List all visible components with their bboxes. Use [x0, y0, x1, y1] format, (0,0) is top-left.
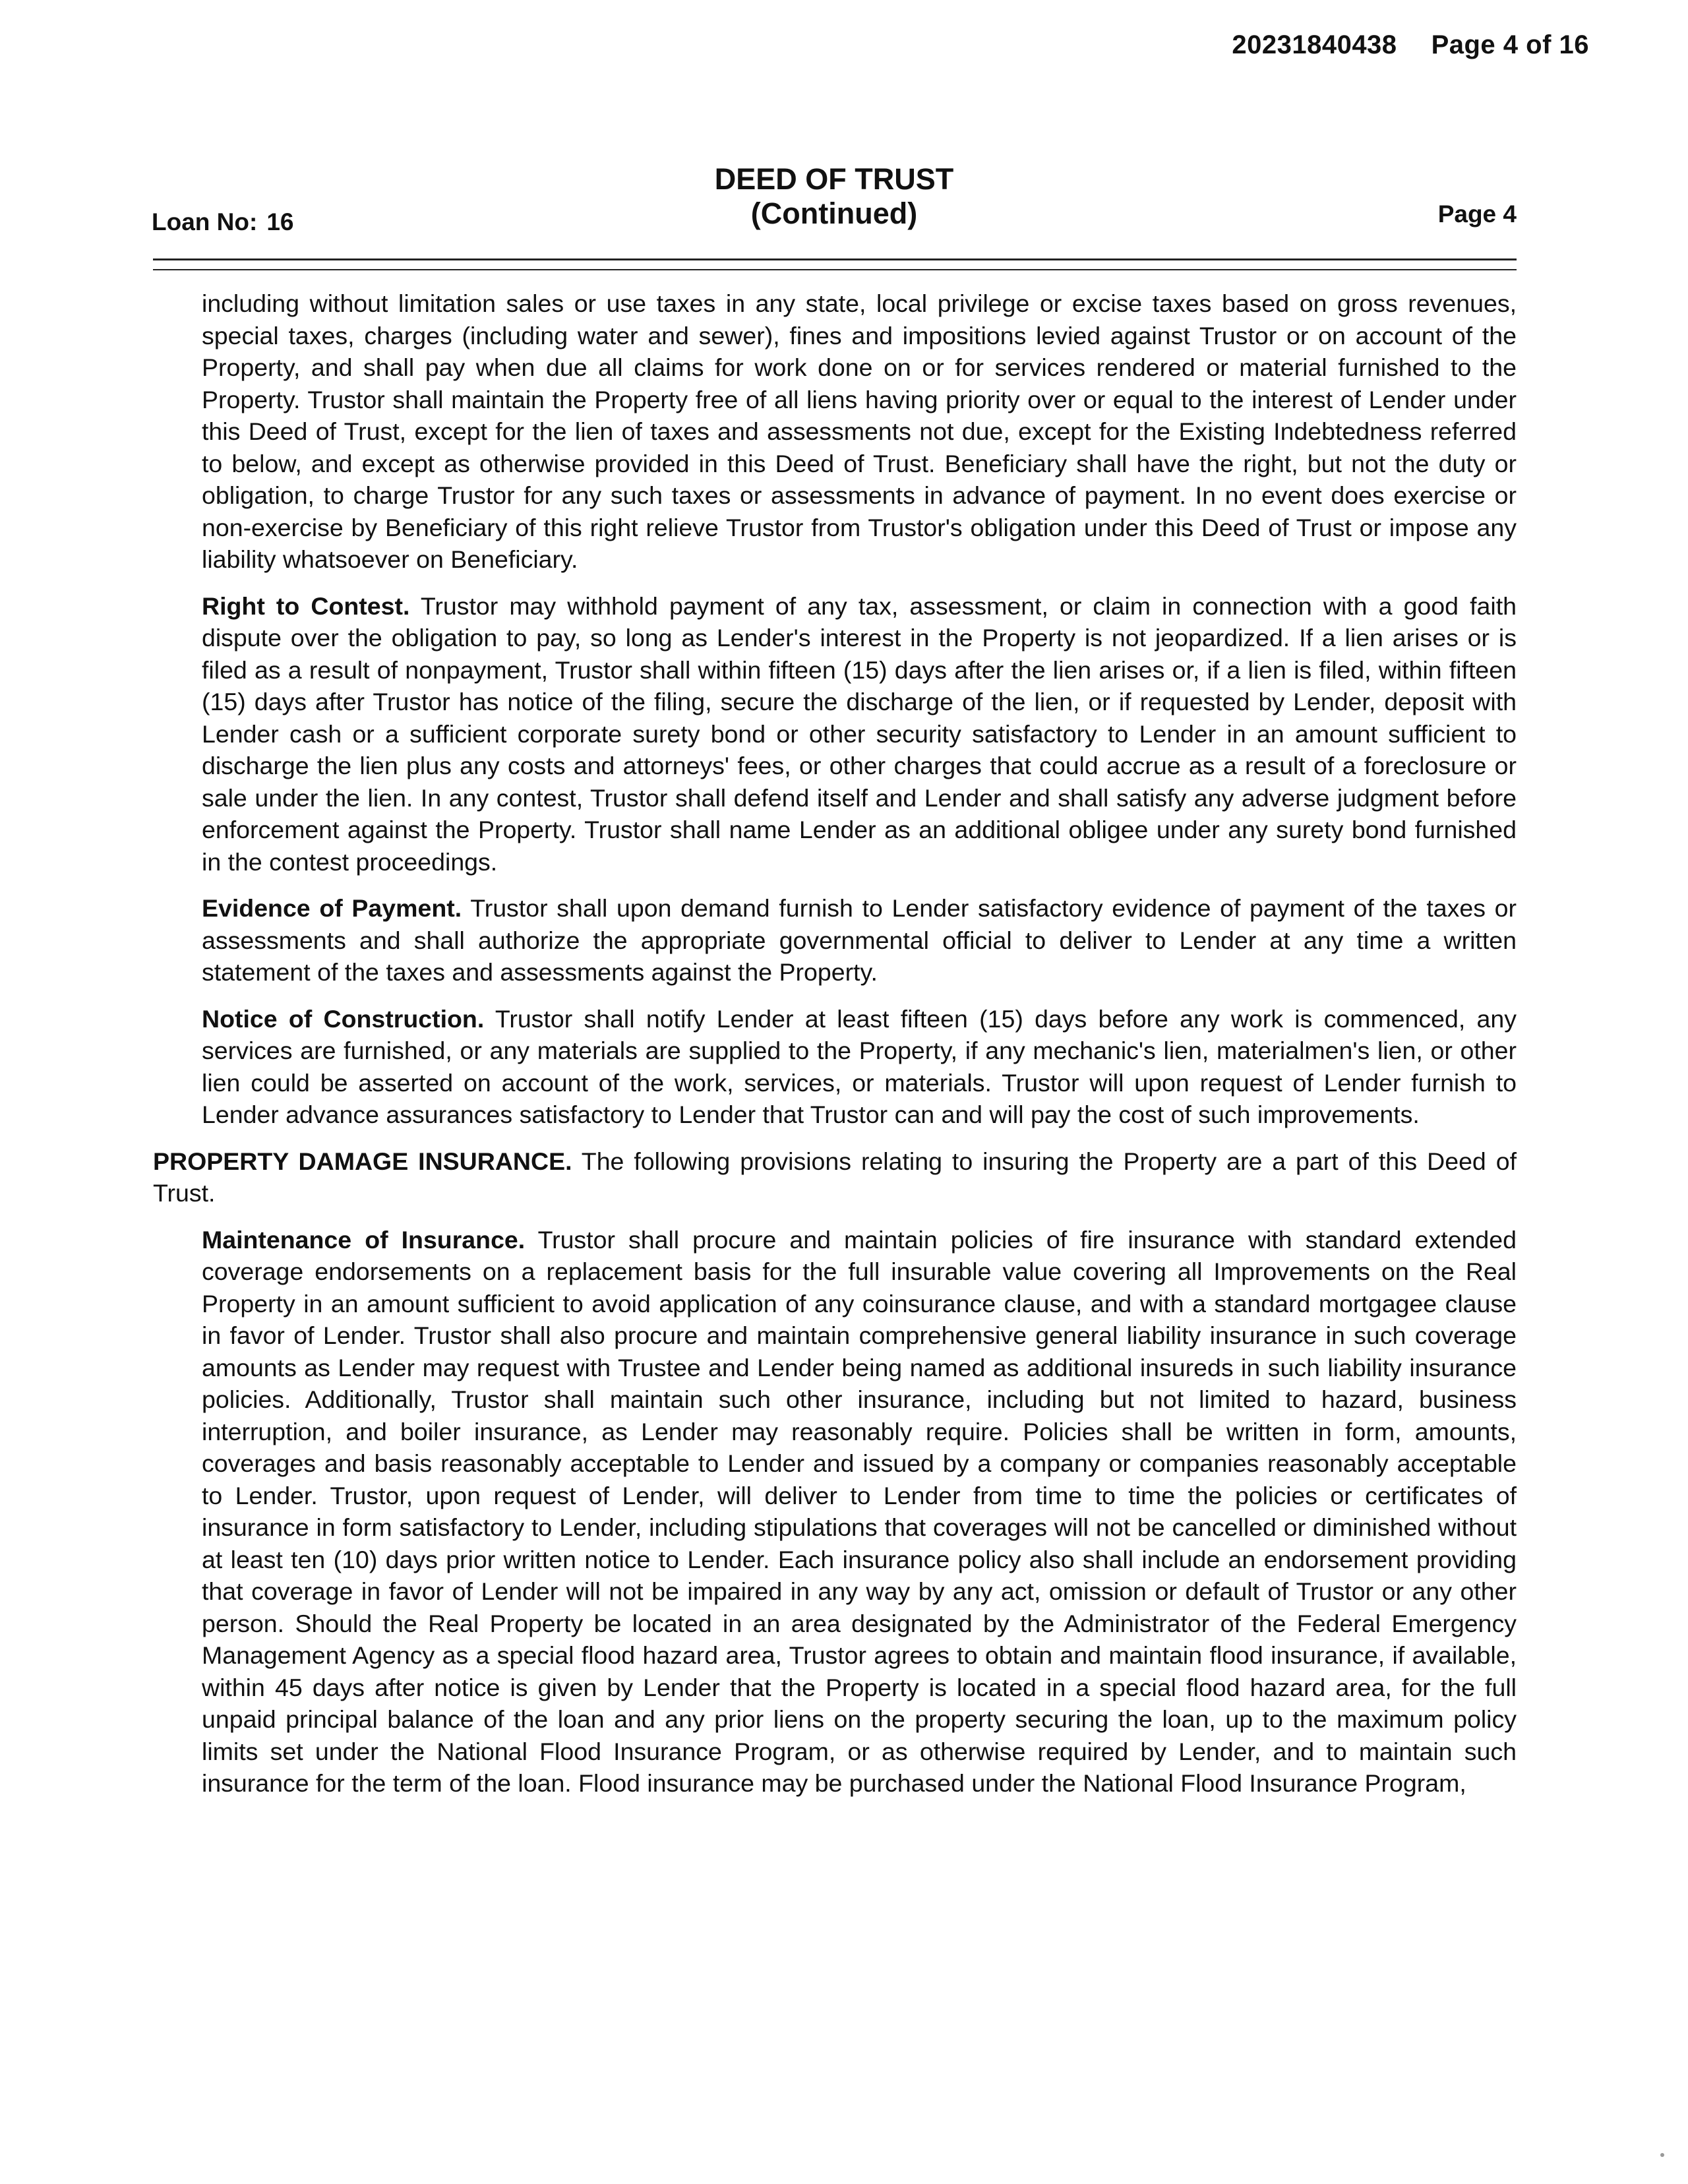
- right-to-contest-heading: Right to Contest.: [202, 592, 410, 620]
- document-title: [152, 162, 1517, 231]
- page-of-total: Page 4 of 16: [1431, 30, 1589, 59]
- maintenance-of-insurance-heading: Maintenance of Insurance.: [202, 1225, 526, 1254]
- document-header: [152, 162, 1517, 241]
- header-rule-top: [153, 258, 1517, 260]
- maintenance-of-insurance-text: Trustor shall procure and maintain policies of fire insurance with standard extended coverage endorsements on a replacement basis for the full insurable value covering all Improvements on the Real Property in an amount sufficient to avoid application of any coinsurance clause, and with a standard mortgagee clause in favor of Lender. Trustor shall also procure and maintain comprehensive general liability insurance in such coverage amounts as Lender may request with Trustee and Lender being named as additional insureds in such liability insurance policies. Additionally, Trustor shall maintain such other insurance, including but not limited to hazard, business interruption, and boiler insurance, as Lender may reasonably require. Policies shall be written in form, amounts, coverages and basis reasonably acceptable to Lender and issued by a company or companies reasonably acceptable to Lender. Trustor, upon request of Lender, will deliver to Lender from time to time the policies or certificates of insurance in form satisfactory to Lender, including stipulations that coverages will not be cancelled or diminished without at least ten (10) days prior written notice to Lender. Each insurance policy also shall include an endorsement providing that coverage in favor of Lender will not be impaired in any way by any act, omission or default of Trustor or any other person. Should the Real Property be located in an area designated by the Administrator of the Federal Emergency Management Agency as a special flood hazard area, Trustor agrees to obtain and maintain flood insurance, if available, within 45 days after notice is given by Lender that the Property is located in a special flood hazard area, for the full unpaid principal balance of the loan and any prior liens on the property securing the loan, up to the maximum policy limits set under the National Flood Insurance Program, or as otherwise required by Lender, and to maintain such insurance for the term of the loan. Flood insurance may be purchased under the National Flood Insurance Program,: [202, 1225, 1517, 1797]
- header-rule-bottom: [153, 269, 1517, 270]
- right-to-contest-text: Trustor may withhold payment of any tax, assessment, or claim in connection with a good faith dispute over the obligation to pay, so long as Lender's interest in the Property is not jeopardized. If a lien arises or is filed as a result of nonpayment, Trustor shall within fifteen (15) days after the lien arises or, if a lien is filed, within fifteen (15) days after Trustor has notice of the filing, secure the discharge of the lien, or if requested by Lender, deposit with Lender cash or a sufficient corporate surety bond or other security satisfactory to Lender in an amount sufficient to discharge the lien plus any costs and attorneys' fees, or other charges that could accrue as a result of a foreclosure or sale under the lien. In any contest, Trustor shall defend itself and Lender and shall satisfy any adverse judgment before enforcement against the Property. Trustor shall name Lender as an additional obligee under any surety bond furnished in the contest proceedings.: [202, 592, 1517, 876]
- notice-of-construction-heading: Notice of Construction.: [202, 1004, 485, 1033]
- right-to-contest-paragraph: [202, 590, 1517, 878]
- document-body: [153, 288, 1517, 1814]
- loan-number-value: 16: [266, 208, 294, 235]
- title-text: DEED OF TRUST: [714, 162, 954, 196]
- page-label: Page 4: [1437, 200, 1517, 228]
- document-number: 20231840438: [1232, 30, 1397, 59]
- notice-of-construction-text: Trustor shall notify Lender at least fifteen (15) days before any work is commenced, any services are furnished, or any materials are supplied to the Property, if any mechanic's lien, materialmen's lien, or other lien could be asserted on account of the work, services, or materials. Trustor will upon request of Lender furnish to Lender advance assurances satisfactory to Lender that Trustor can and will pay the cost of such improvements.: [202, 1004, 1517, 1128]
- property-damage-insurance-text: The following provisions relating to insuring the Property are a part of this Deed of Trust.: [153, 1147, 1517, 1207]
- recording-stamp: [1232, 30, 1589, 60]
- taxes-continued-paragraph: including without limitation sales or use taxes in any state, local privilege or excise taxes based on gross revenues, special taxes, charges (including water and sewer), fines and impositions levied against Trustor or on account of the Property, and shall pay when due all claims for work done on or for services rendered or material furnished to the Property. Trustor shall maintain the Property free of all liens having priority over or equal to the interest of Lender under this Deed of Trust, except for the lien of taxes and assessments not due, except for the Existing Indebtedness referred to below, and except as otherwise provided in this Deed of Trust. Beneficiary shall have the right, but not the duty or obligation, to charge Trustor for any such taxes or assessments in advance of payment. In no event does exercise or non-exercise by Beneficiary of this right relieve Trustor from Trustor's obligation under this Deed of Trust or impose any liability whatsoever on Beneficiary.: [202, 289, 1517, 573]
- scan-speck-icon: [1660, 2153, 1664, 2157]
- subtitle-text: (Continued): [750, 197, 918, 230]
- maintenance-of-insurance-paragraph: [202, 1224, 1517, 1800]
- loan-label: Loan No:: [152, 208, 258, 235]
- property-damage-insurance-heading: PROPERTY DAMAGE INSURANCE.: [153, 1147, 572, 1175]
- evidence-of-payment-paragraph: [202, 892, 1517, 988]
- evidence-of-payment-text: Trustor shall upon demand furnish to Lender satisfactory evidence of payment of the taxes or assessments and shall authorize the appropriate governmental official to deliver to Lender at any time a written statement of the taxes and assessments against the Property.: [202, 894, 1517, 986]
- notice-of-construction-paragraph: [202, 1003, 1517, 1131]
- evidence-of-payment-heading: Evidence of Payment.: [202, 894, 462, 922]
- property-damage-insurance-paragraph: [153, 1145, 1517, 1209]
